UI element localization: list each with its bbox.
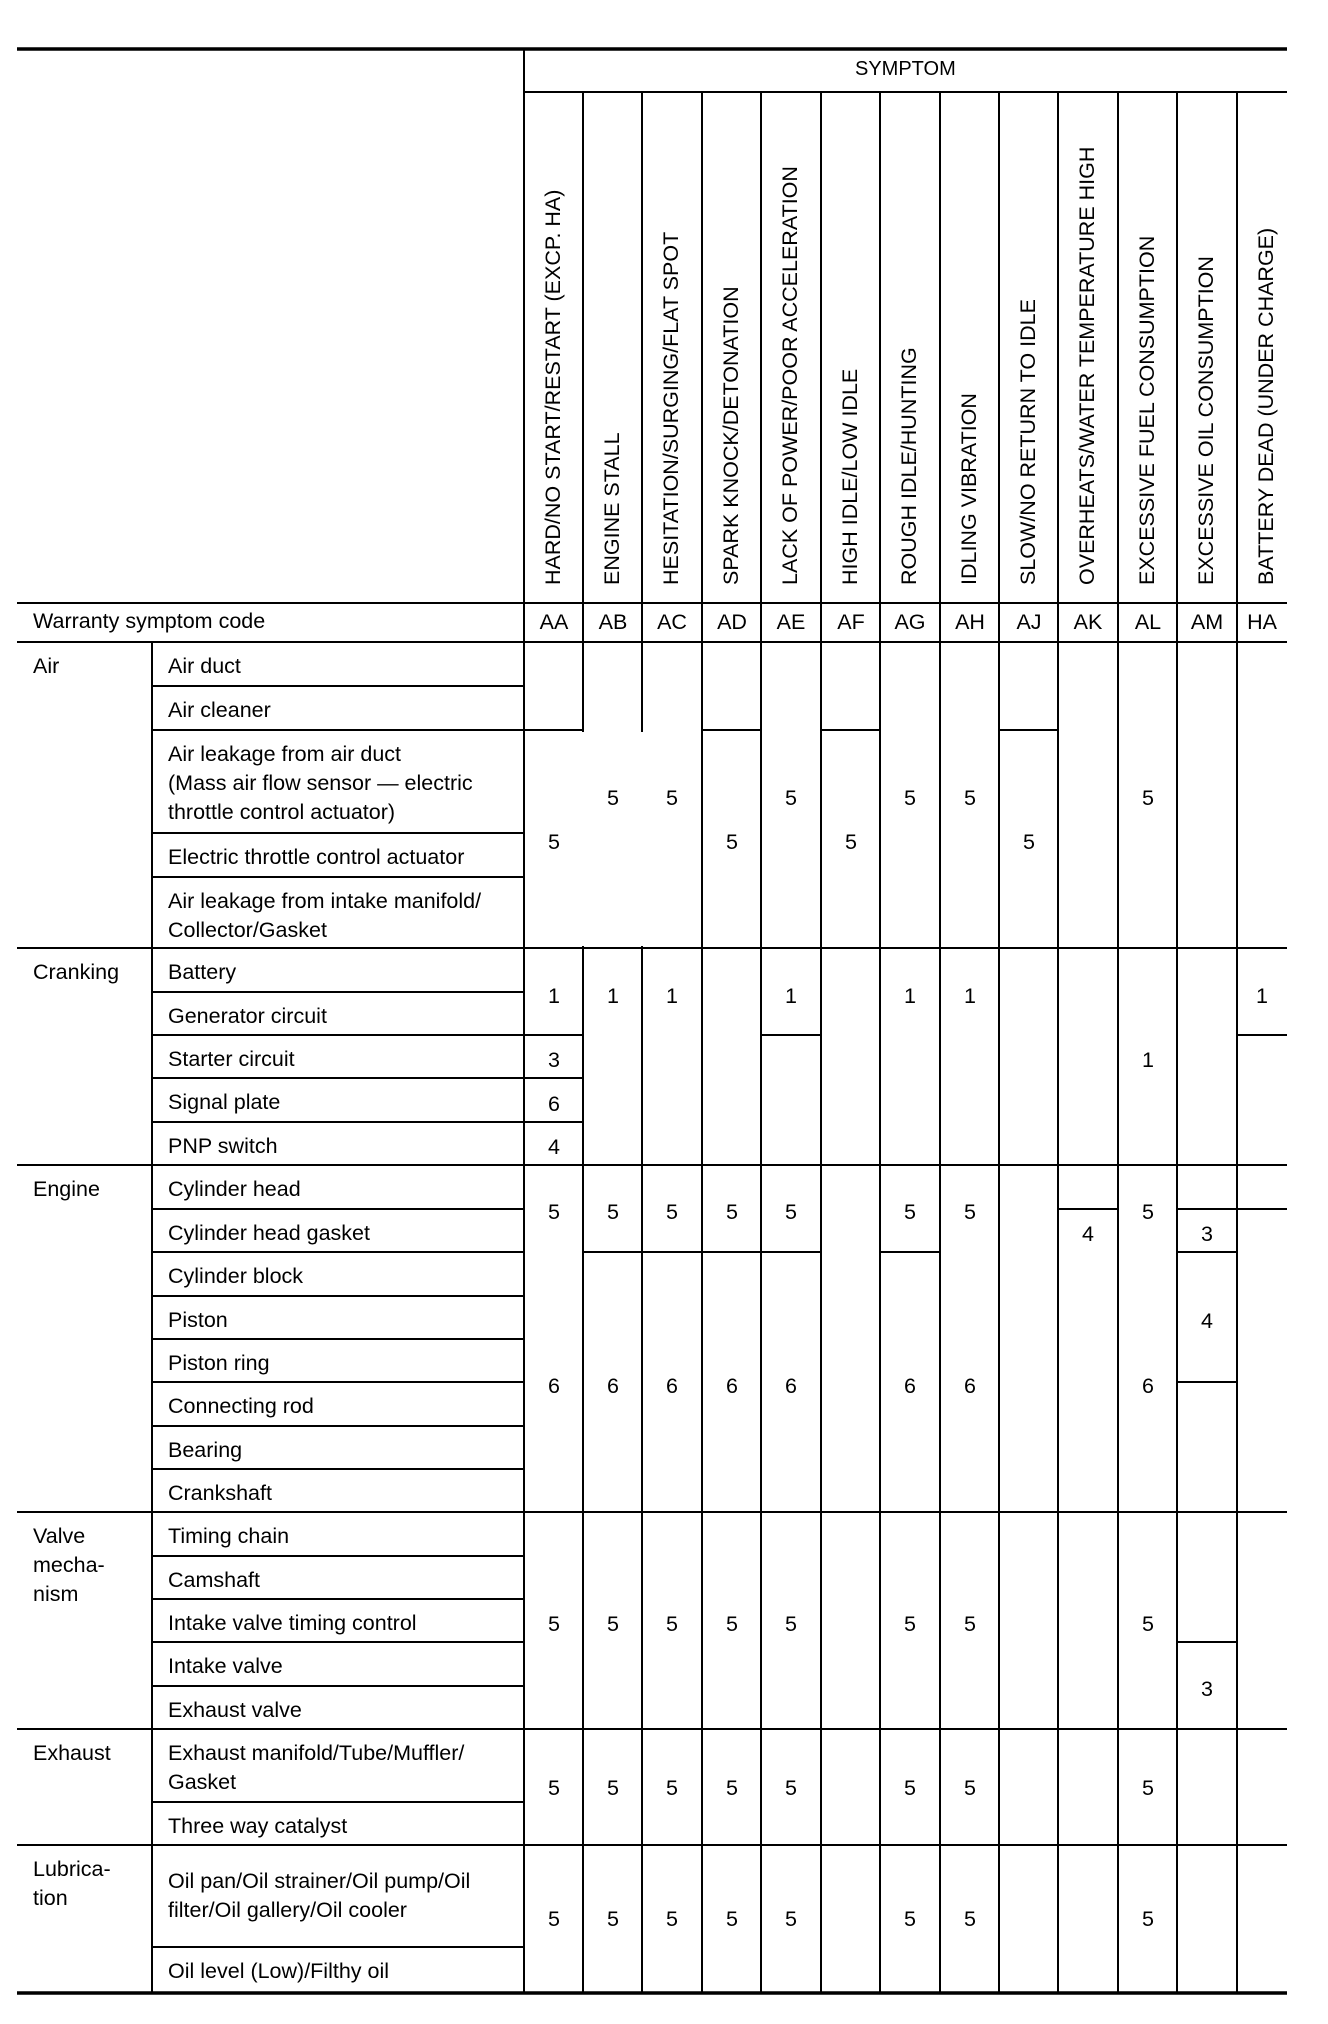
val-lub-AA: 5 <box>548 1907 560 1931</box>
val-air-AF: 5 <box>845 830 857 854</box>
group-cranking: Cranking <box>33 960 120 984</box>
val-crank-AA-starter: 3 <box>548 1048 560 1072</box>
code-AF: AF <box>837 610 865 634</box>
item-camshaft: Camshaft <box>168 1568 261 1592</box>
item-oil-level: Oil level (Low)/Filthy oil <box>168 1959 390 1983</box>
item-oil-pan: Oil pan/Oil strainer/Oil pump/Oil filter/Oil gallery/Oil cooler <box>168 1869 471 1922</box>
item-etc-actuator: Electric throttle control actuator <box>168 845 465 869</box>
val-block-AE: 6 <box>785 1374 797 1398</box>
symptom-rough-idle: ROUGH IDLE/HUNTING <box>897 347 921 585</box>
val-air-AJ: 5 <box>1023 830 1035 854</box>
item-ivtc: Intake valve timing control <box>168 1611 417 1635</box>
code-AB: AB <box>598 610 628 634</box>
val-head-AH: 5 <box>964 1200 976 1224</box>
warranty-label: Warranty symptom code <box>33 609 266 633</box>
val-crank-AL: 1 <box>1142 1048 1154 1072</box>
symptom-slow-return: SLOW/NO RETURN TO IDLE <box>1016 299 1040 585</box>
val-exh-AB: 5 <box>607 1776 619 1800</box>
code-AC: AC <box>657 610 687 634</box>
val-crank-AE-battery: 1 <box>785 984 797 1008</box>
item-timing-chain: Timing chain <box>168 1524 290 1548</box>
group-air: Air <box>33 654 60 678</box>
code-AL: AL <box>1134 610 1162 634</box>
symptom-battery-dead: BATTERY DEAD (UNDER CHARGE) <box>1254 227 1278 585</box>
val-block-AH: 6 <box>964 1374 976 1398</box>
item-air-duct: Air duct <box>168 654 241 678</box>
val-air-AL: 5 <box>1142 786 1154 810</box>
group-exhaust: Exhaust <box>33 1741 111 1765</box>
symptom-hard-start: HARD/NO START/RESTART (EXCP. HA) <box>541 189 565 585</box>
item-cylinder-block: Cylinder block <box>168 1264 304 1288</box>
val-gasket-AM: 3 <box>1201 1222 1213 1246</box>
code-AG: AG <box>894 610 926 634</box>
val-air-AA: 5 <box>548 830 560 854</box>
code-AM: AM <box>1190 610 1224 634</box>
group-engine: Engine <box>33 1177 100 1201</box>
item-cylinder-head: Cylinder head <box>168 1177 301 1201</box>
val-valve-AB: 5 <box>607 1612 619 1636</box>
val-block-AD: 6 <box>726 1374 738 1398</box>
item-crankshaft: Crankshaft <box>168 1481 272 1505</box>
val-crank-AA-pnp: 4 <box>548 1135 560 1159</box>
val-exh-AC: 5 <box>666 1776 678 1800</box>
symptom-high-low-idle: HIGH IDLE/LOW IDLE <box>838 368 862 585</box>
val-crank-AB-battery: 1 <box>607 984 619 1008</box>
val-valve-AE: 5 <box>785 1612 797 1636</box>
item-signal-plate: Signal plate <box>168 1090 281 1114</box>
code-AE: AE <box>776 610 806 634</box>
val-crank-AG-battery: 1 <box>904 984 916 1008</box>
val-exh-AA: 5 <box>548 1776 560 1800</box>
val-head-AG: 5 <box>904 1200 916 1224</box>
symptom-title: SYMPTOM <box>855 58 956 80</box>
item-exhaust-valve: Exhaust valve <box>168 1698 302 1722</box>
item-generator: Generator circuit <box>168 1004 327 1028</box>
item-piston: Piston <box>168 1308 228 1332</box>
val-valve-AM: 3 <box>1201 1677 1213 1701</box>
val-exh-AL: 5 <box>1142 1776 1154 1800</box>
item-air-cleaner: Air cleaner <box>168 698 271 722</box>
val-gasket-AK: 4 <box>1082 1222 1094 1246</box>
item-bearing: Bearing <box>168 1438 243 1462</box>
group-valve: Valve mecha- nism <box>33 1524 105 1606</box>
val-lub-AB: 5 <box>607 1907 619 1931</box>
val-head-AE: 5 <box>785 1200 797 1224</box>
val-crank-AA-battery: 1 <box>548 984 560 1008</box>
val-lub-AG: 5 <box>904 1907 916 1931</box>
val-block-AC: 6 <box>666 1374 678 1398</box>
val-crank-HA-battery: 1 <box>1256 984 1268 1008</box>
item-starter: Starter circuit <box>168 1047 295 1071</box>
symptom-spark-knock: SPARK KNOCK/DETONATION <box>719 286 743 585</box>
val-lub-AD: 5 <box>726 1907 738 1931</box>
code-AH: AH <box>955 610 985 634</box>
val-lub-AH: 5 <box>964 1907 976 1931</box>
symptom-excess-oil: EXCESSIVE OIL CONSUMPTION <box>1194 256 1218 585</box>
item-connecting-rod: Connecting rod <box>168 1394 314 1418</box>
item-head-gasket: Cylinder head gasket <box>168 1221 370 1245</box>
val-crank-AA-signal: 6 <box>548 1092 560 1116</box>
symptom-hesitation: HESITATION/SURGING/FLAT SPOT <box>659 231 683 585</box>
symptom-engine-stall: ENGINE STALL <box>600 432 624 585</box>
val-head-AB: 5 <box>607 1200 619 1224</box>
symptom-lack-of-power: LACK OF POWER/POOR ACCELERATION <box>778 166 802 585</box>
val-block-AL: 6 <box>1142 1374 1154 1398</box>
val-air-AG: 5 <box>904 786 916 810</box>
item-battery: Battery <box>168 960 237 984</box>
val-lub-AL: 5 <box>1142 1907 1154 1931</box>
code-AD: AD <box>717 610 747 634</box>
val-air-AE: 5 <box>785 786 797 810</box>
symptom-idling-vibration: IDLING VIBRATION <box>957 393 981 585</box>
val-valve-AC: 5 <box>666 1612 678 1636</box>
val-block-AM: 4 <box>1201 1309 1213 1333</box>
val-head-AL: 5 <box>1142 1200 1154 1224</box>
val-valve-AA: 5 <box>548 1612 560 1636</box>
item-piston-ring: Piston ring <box>168 1351 270 1375</box>
code-AJ: AJ <box>1016 610 1042 634</box>
val-crank-AH-battery: 1 <box>964 984 976 1008</box>
val-lub-AC: 5 <box>666 1907 678 1931</box>
symptom-overheats: OVERHEATS/WATER TEMPERATURE HIGH <box>1075 146 1099 585</box>
val-block-AB: 6 <box>607 1374 619 1398</box>
symptom-excess-fuel: EXCESSIVE FUEL CONSUMPTION <box>1135 235 1159 585</box>
code-AK: AK <box>1073 610 1103 634</box>
val-valve-AD: 5 <box>726 1612 738 1636</box>
item-pnp-switch: PNP switch <box>168 1134 278 1158</box>
val-head-AD: 5 <box>726 1200 738 1224</box>
val-head-AA: 5 <box>548 1200 560 1224</box>
item-air-leakage-duct: Air leakage from air duct (Mass air flow sensor — electric throttle control actuator) <box>168 742 473 824</box>
item-three-way-catalyst: Three way catalyst <box>168 1814 348 1838</box>
val-air-AB: 5 <box>607 786 619 810</box>
item-exhaust-manifold: Exhaust manifold/Tube/Muffler/ Gasket <box>168 1741 465 1794</box>
val-crank-AC-battery: 1 <box>666 984 678 1008</box>
val-valve-AG: 5 <box>904 1612 916 1636</box>
val-block-AG: 6 <box>904 1374 916 1398</box>
val-exh-AE: 5 <box>785 1776 797 1800</box>
item-air-leakage-manifold: Air leakage from intake manifold/ Collector/Gasket <box>168 889 482 942</box>
val-block-AA: 6 <box>548 1374 560 1398</box>
val-air-AD: 5 <box>726 830 738 854</box>
item-intake-valve: Intake valve <box>168 1654 283 1678</box>
group-lubrication: Lubrica- tion <box>33 1857 111 1910</box>
val-air-AH: 5 <box>964 786 976 810</box>
val-exh-AG: 5 <box>904 1776 916 1800</box>
val-exh-AD: 5 <box>726 1776 738 1800</box>
val-head-AC: 5 <box>666 1200 678 1224</box>
code-HA: HA <box>1247 610 1277 634</box>
val-valve-AH: 5 <box>964 1612 976 1636</box>
val-air-AC: 5 <box>666 786 678 810</box>
val-lub-AE: 5 <box>785 1907 797 1931</box>
val-exh-AH: 5 <box>964 1776 976 1800</box>
code-AA: AA <box>539 610 569 634</box>
val-valve-AL: 5 <box>1142 1612 1154 1636</box>
